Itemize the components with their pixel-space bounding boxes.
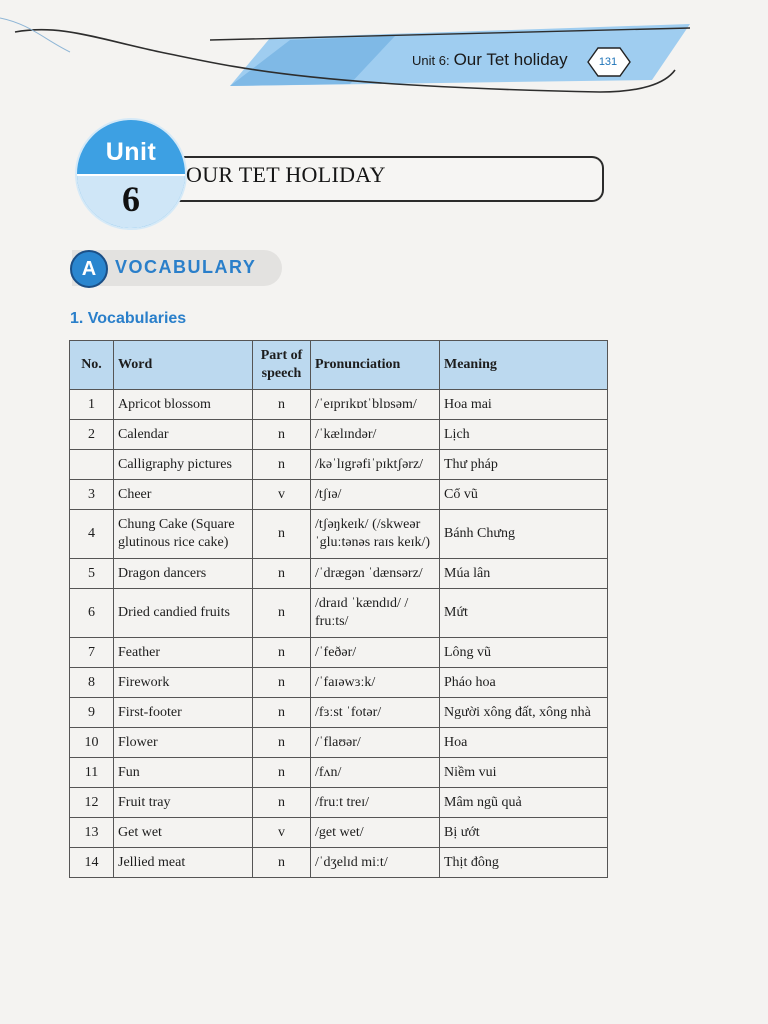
cell-word: Fruit tray bbox=[114, 788, 253, 818]
subsection-heading: 1. Vocabularies bbox=[70, 310, 187, 327]
cell-no: 1 bbox=[70, 390, 114, 420]
cell-word: Fun bbox=[114, 758, 253, 788]
cell-no: 4 bbox=[70, 510, 114, 559]
cell-word: Apricot blossom bbox=[114, 390, 253, 420]
cell-no: 5 bbox=[70, 559, 114, 589]
table-row bbox=[70, 788, 608, 818]
page-number: 131 bbox=[598, 56, 618, 68]
cell-no: 7 bbox=[70, 638, 114, 668]
cell-part-of-speech: n bbox=[253, 668, 311, 698]
table-row bbox=[70, 450, 608, 480]
cell-part-of-speech: n bbox=[253, 390, 311, 420]
cell-part-of-speech: n bbox=[253, 788, 311, 818]
cell-pronunciation: /ˈdʒelɪd miːt/ bbox=[311, 848, 440, 878]
cell-meaning: Thịt đông bbox=[440, 848, 608, 878]
cell-pronunciation: /ˈdrægən ˈdænsərz/ bbox=[311, 559, 440, 589]
cell-word: Dried candied fruits bbox=[114, 589, 253, 638]
cell-word: Calligraphy pictures bbox=[114, 450, 253, 480]
cell-part-of-speech: n bbox=[253, 589, 311, 638]
cell-part-of-speech: v bbox=[253, 818, 311, 848]
cell-pronunciation: /ˈeɪprɪkɒtˈblɒsəm/ bbox=[311, 390, 440, 420]
cell-part-of-speech: v bbox=[253, 480, 311, 510]
cell-part-of-speech: n bbox=[253, 638, 311, 668]
table-body bbox=[70, 390, 608, 878]
cell-meaning: Lịch bbox=[440, 420, 608, 450]
table-row bbox=[70, 420, 608, 450]
cell-no: 14 bbox=[70, 848, 114, 878]
header-pronunciation: Pronunciation bbox=[311, 341, 440, 390]
cell-part-of-speech: n bbox=[253, 510, 311, 559]
header-unit-title: Our Tet holiday bbox=[453, 50, 568, 69]
cell-meaning: Thư pháp bbox=[440, 450, 608, 480]
cell-no: 13 bbox=[70, 818, 114, 848]
cell-pronunciation: /ˈkælɪndər/ bbox=[311, 420, 440, 450]
cell-word: First-footer bbox=[114, 698, 253, 728]
cell-word: Feather bbox=[114, 638, 253, 668]
table-row bbox=[70, 559, 608, 589]
cell-meaning: Múa lân bbox=[440, 559, 608, 589]
cell-meaning: Mứt bbox=[440, 589, 608, 638]
table-row bbox=[70, 638, 608, 668]
table-row bbox=[70, 818, 608, 848]
cell-meaning: Bánh Chưng bbox=[440, 510, 608, 559]
cell-pronunciation: /ˈfeðər/ bbox=[311, 638, 440, 668]
header-part-of-speech: Part of speech bbox=[253, 341, 311, 390]
cell-pronunciation: /fʌn/ bbox=[311, 758, 440, 788]
table-row bbox=[70, 848, 608, 878]
cell-no bbox=[70, 450, 114, 480]
cell-word: Firework bbox=[114, 668, 253, 698]
cell-part-of-speech: n bbox=[253, 758, 311, 788]
table-row bbox=[70, 480, 608, 510]
cell-word: Jellied meat bbox=[114, 848, 253, 878]
table-row bbox=[70, 728, 608, 758]
table-row bbox=[70, 668, 608, 698]
cell-part-of-speech: n bbox=[253, 728, 311, 758]
unit-circle-badge bbox=[75, 118, 187, 230]
cell-pronunciation: /get wet/ bbox=[311, 818, 440, 848]
cell-pronunciation: /tʃɪə/ bbox=[311, 480, 440, 510]
section-letter: A bbox=[81, 257, 97, 280]
cell-meaning: Mâm ngũ quả bbox=[440, 788, 608, 818]
cell-pronunciation: /tʃəŋkeɪk/ (/skweər ˈgluːtənəs raɪs keɪk/) bbox=[311, 510, 440, 559]
table-row bbox=[70, 758, 608, 788]
header-meaning: Meaning bbox=[440, 341, 608, 390]
cell-word: Chung Cake (Square glutinous rice cake) bbox=[114, 510, 253, 559]
cell-word: Cheer bbox=[114, 480, 253, 510]
table-row bbox=[70, 390, 608, 420]
cell-pronunciation: /draɪd ˈkændɪd/ / fruːts/ bbox=[311, 589, 440, 638]
cell-part-of-speech: n bbox=[253, 559, 311, 589]
cell-pronunciation: /ˈflaʊər/ bbox=[311, 728, 440, 758]
table-row bbox=[70, 698, 608, 728]
cell-word: Calendar bbox=[114, 420, 253, 450]
cell-no: 8 bbox=[70, 668, 114, 698]
cell-no: 11 bbox=[70, 758, 114, 788]
cell-no: 2 bbox=[70, 420, 114, 450]
cell-no: 3 bbox=[70, 480, 114, 510]
cell-meaning: Lông vũ bbox=[440, 638, 608, 668]
cell-meaning: Người xông đất, xông nhà bbox=[440, 698, 608, 728]
cell-meaning: Niềm vui bbox=[440, 758, 608, 788]
unit-word: Unit bbox=[105, 138, 157, 166]
cell-meaning: Pháo hoa bbox=[440, 668, 608, 698]
cell-pronunciation: /kəˈlɪgrəfiˈpɪktʃərz/ bbox=[311, 450, 440, 480]
cell-meaning: Hoa mai bbox=[440, 390, 608, 420]
section-title: VOCABULARY bbox=[115, 257, 257, 277]
cell-no: 9 bbox=[70, 698, 114, 728]
cell-meaning: Bị ướt bbox=[440, 818, 608, 848]
running-header bbox=[412, 50, 568, 74]
cell-pronunciation: /fruːt treɪ/ bbox=[311, 788, 440, 818]
cell-part-of-speech: n bbox=[253, 420, 311, 450]
cell-no: 6 bbox=[70, 589, 114, 638]
cell-meaning: Cổ vũ bbox=[440, 480, 608, 510]
table-header-row bbox=[70, 341, 608, 390]
header-unit-label: Unit 6: bbox=[412, 53, 450, 68]
vocabulary-table bbox=[69, 340, 608, 878]
unit-number: 6 bbox=[122, 179, 140, 219]
cell-part-of-speech: n bbox=[253, 698, 311, 728]
cell-word: Flower bbox=[114, 728, 253, 758]
cell-part-of-speech: n bbox=[253, 848, 311, 878]
header-no: No. bbox=[70, 341, 114, 390]
unit-title: OUR TET HOLIDAY bbox=[186, 162, 386, 187]
header-band bbox=[0, 0, 768, 110]
table-row bbox=[70, 589, 608, 638]
cell-word: Dragon dancers bbox=[114, 559, 253, 589]
cell-no: 12 bbox=[70, 788, 114, 818]
cell-word: Get wet bbox=[114, 818, 253, 848]
section-badge bbox=[70, 250, 108, 288]
cell-meaning: Hoa bbox=[440, 728, 608, 758]
header-word: Word bbox=[114, 341, 253, 390]
table-row bbox=[70, 510, 608, 559]
cell-pronunciation: /fɜːst ˈfotər/ bbox=[311, 698, 440, 728]
cell-part-of-speech: n bbox=[253, 450, 311, 480]
cell-pronunciation: /ˈfaɪəwɜːk/ bbox=[311, 668, 440, 698]
cell-no: 10 bbox=[70, 728, 114, 758]
